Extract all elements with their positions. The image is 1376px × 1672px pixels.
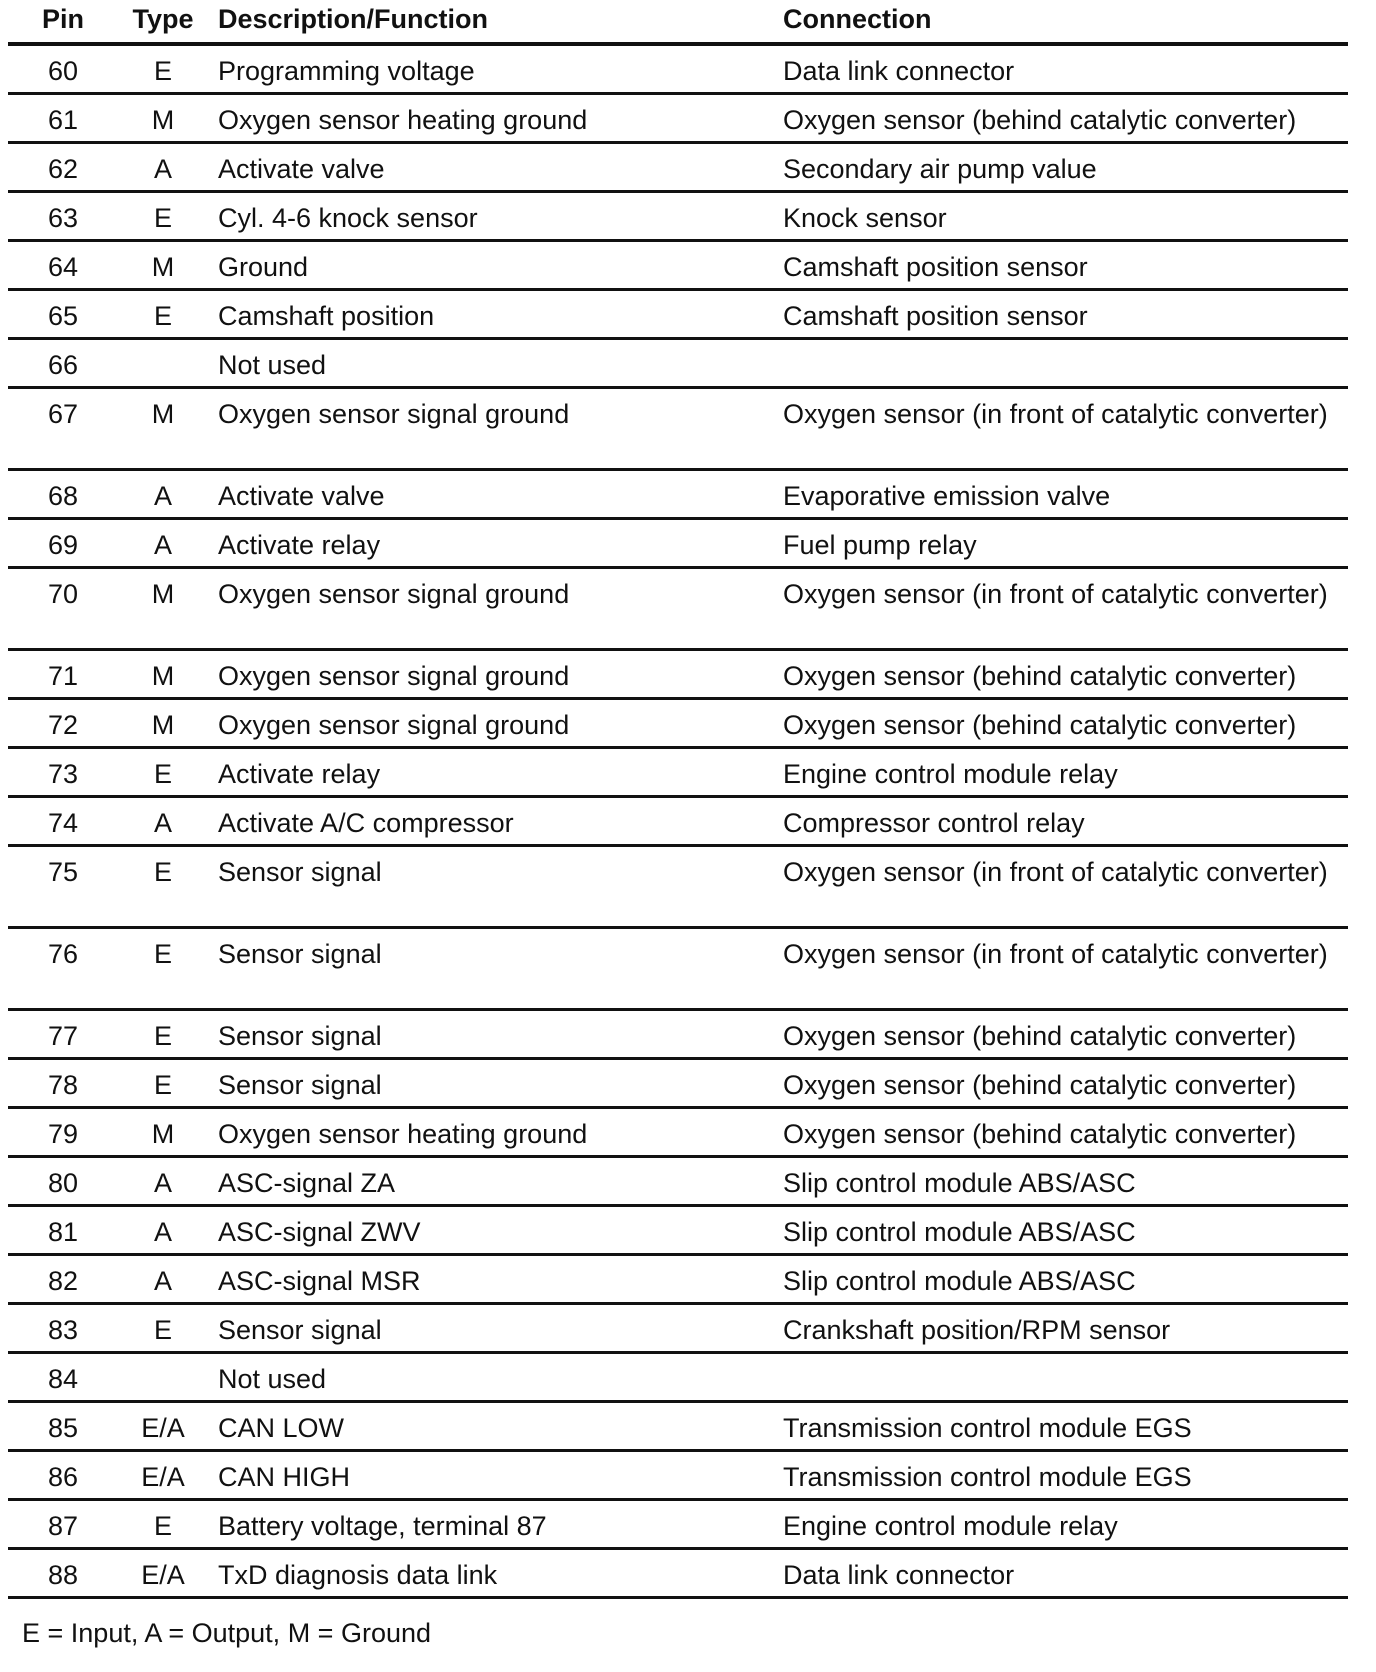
table-row bbox=[8, 46, 1348, 95]
connection-cell: Camshaft position sensor bbox=[783, 301, 1088, 331]
pin-cell: 67 bbox=[47, 399, 79, 429]
description-cell: Activate valve bbox=[218, 154, 385, 184]
pin-cell: 73 bbox=[47, 759, 79, 789]
type-cell: E bbox=[153, 1315, 172, 1345]
pin-cell: 78 bbox=[47, 1070, 79, 1100]
connection-cell: Slip control module ABS/ASC bbox=[783, 1168, 1136, 1198]
type-cell: E bbox=[153, 1021, 172, 1051]
type-cell: M bbox=[151, 710, 175, 740]
connection-cell: Oxygen sensor (in front of catalytic converter) bbox=[783, 939, 1328, 969]
connection-cell: Oxygen sensor (behind catalytic converter) bbox=[783, 105, 1297, 135]
type-cell: A bbox=[153, 481, 172, 511]
table-row bbox=[8, 95, 1348, 144]
connection-cell: Oxygen sensor (behind catalytic converter) bbox=[783, 661, 1297, 691]
connection-cell: Transmission control module EGS bbox=[783, 1462, 1192, 1492]
legend-note: E = Input, A = Output, M = Ground bbox=[22, 1618, 432, 1648]
description-cell: Cyl. 4-6 knock sensor bbox=[218, 203, 478, 233]
connection-cell: Slip control module ABS/ASC bbox=[783, 1266, 1136, 1296]
pin-cell: 74 bbox=[47, 808, 79, 838]
pin-cell: 88 bbox=[47, 1560, 79, 1590]
connection-cell: Oxygen sensor (in front of catalytic converter) bbox=[783, 857, 1328, 887]
connection-cell: Oxygen sensor (behind catalytic converter) bbox=[783, 710, 1297, 740]
table-row bbox=[8, 291, 1348, 340]
type-cell: M bbox=[151, 579, 175, 609]
connection-cell: Camshaft position sensor bbox=[783, 252, 1088, 282]
connection-cell: Transmission control module EGS bbox=[783, 1413, 1192, 1443]
description-cell: Sensor signal bbox=[218, 939, 382, 969]
pin-cell: 66 bbox=[47, 350, 79, 380]
pin-cell: 71 bbox=[47, 661, 79, 691]
connection-cell: Data link connector bbox=[783, 1560, 1015, 1590]
pin-cell: 77 bbox=[47, 1021, 79, 1051]
table-row bbox=[8, 1158, 1348, 1207]
table-row bbox=[8, 1403, 1348, 1452]
description-cell: Activate A/C compressor bbox=[218, 808, 514, 838]
header-pin: Pin bbox=[41, 4, 84, 34]
table-row bbox=[8, 520, 1348, 569]
type-cell: E bbox=[153, 759, 172, 789]
pin-cell: 64 bbox=[47, 252, 79, 282]
pin-cell: 79 bbox=[47, 1119, 79, 1149]
table-row bbox=[8, 1501, 1348, 1550]
description-cell: Activate valve bbox=[218, 481, 385, 511]
pin-cell: 82 bbox=[47, 1266, 79, 1296]
table-row bbox=[8, 471, 1348, 520]
header-type: Type bbox=[132, 4, 194, 34]
description-cell: ASC-signal ZA bbox=[218, 1168, 396, 1198]
table-row bbox=[8, 929, 1348, 1011]
table-row bbox=[8, 1305, 1348, 1354]
pin-cell: 65 bbox=[47, 301, 79, 331]
connection-cell: Data link connector bbox=[783, 56, 1015, 86]
description-cell: CAN LOW bbox=[218, 1413, 345, 1443]
pin-cell: 70 bbox=[47, 579, 79, 609]
connection-cell: Oxygen sensor (in front of catalytic converter) bbox=[783, 399, 1328, 429]
table-row bbox=[8, 749, 1348, 798]
table-row bbox=[8, 193, 1348, 242]
type-cell: E/A bbox=[141, 1413, 185, 1443]
table-row bbox=[8, 242, 1348, 291]
description-cell: Oxygen sensor heating ground bbox=[218, 1119, 588, 1149]
description-cell: Ground bbox=[218, 252, 309, 282]
type-cell: E bbox=[153, 1070, 172, 1100]
table-row bbox=[8, 389, 1348, 471]
connection-cell: Evaporative emission valve bbox=[783, 481, 1111, 511]
type-cell: A bbox=[153, 1266, 172, 1296]
description-cell: Oxygen sensor signal ground bbox=[218, 661, 570, 691]
table-row bbox=[8, 1256, 1348, 1305]
connection-cell: Oxygen sensor (behind catalytic converter) bbox=[783, 1070, 1297, 1100]
table-row bbox=[8, 847, 1348, 929]
description-cell: Not used bbox=[218, 350, 327, 380]
connection-cell: Slip control module ABS/ASC bbox=[783, 1217, 1136, 1247]
table-row bbox=[8, 1550, 1348, 1599]
table-row bbox=[8, 1109, 1348, 1158]
type-cell: E bbox=[153, 56, 172, 86]
pin-cell: 63 bbox=[47, 203, 79, 233]
description-cell: CAN HIGH bbox=[218, 1462, 351, 1492]
type-cell: A bbox=[153, 530, 172, 560]
connection-cell: Oxygen sensor (behind catalytic converter) bbox=[783, 1119, 1297, 1149]
type-cell: E/A bbox=[141, 1560, 185, 1590]
header-description: Description/Function bbox=[218, 4, 488, 34]
type-cell: M bbox=[151, 252, 175, 282]
description-cell: TxD diagnosis data link bbox=[218, 1560, 498, 1590]
table-row bbox=[8, 1452, 1348, 1501]
connection-cell: Oxygen sensor (in front of catalytic converter) bbox=[783, 579, 1328, 609]
type-cell: E bbox=[153, 301, 172, 331]
description-cell: ASC-signal MSR bbox=[218, 1266, 421, 1296]
connection-cell: Secondary air pump value bbox=[783, 154, 1097, 184]
type-cell: E bbox=[153, 1511, 172, 1541]
table-row bbox=[8, 1011, 1348, 1060]
description-cell: Activate relay bbox=[218, 530, 381, 560]
description-cell: Oxygen sensor signal ground bbox=[218, 579, 570, 609]
type-cell: E bbox=[153, 857, 172, 887]
table-row bbox=[8, 1354, 1348, 1403]
pin-cell: 86 bbox=[47, 1462, 79, 1492]
pin-cell: 85 bbox=[47, 1413, 79, 1443]
pin-cell: 81 bbox=[47, 1217, 79, 1247]
description-cell: Sensor signal bbox=[218, 1021, 382, 1051]
pin-cell: 69 bbox=[47, 530, 79, 560]
connection-cell: Compressor control relay bbox=[783, 808, 1085, 838]
table-row bbox=[8, 340, 1348, 389]
description-cell: Programming voltage bbox=[218, 56, 475, 86]
pin-table bbox=[8, 0, 1348, 1599]
table-row bbox=[8, 700, 1348, 749]
header-connection: Connection bbox=[783, 4, 932, 34]
pin-cell: 61 bbox=[47, 105, 79, 135]
connection-cell: Crankshaft position/RPM sensor bbox=[783, 1315, 1171, 1345]
type-cell: M bbox=[151, 661, 175, 691]
type-cell: A bbox=[153, 808, 172, 838]
description-cell: Oxygen sensor heating ground bbox=[218, 105, 588, 135]
type-cell: E/A bbox=[141, 1462, 185, 1492]
description-cell: Oxygen sensor signal ground bbox=[218, 710, 570, 740]
pin-cell: 60 bbox=[47, 56, 79, 86]
pin-cell: 87 bbox=[47, 1511, 79, 1541]
table-header bbox=[8, 0, 1348, 46]
connection-cell: Engine control module relay bbox=[783, 759, 1118, 789]
table-row bbox=[8, 1207, 1348, 1256]
table-row bbox=[8, 798, 1348, 847]
table-row bbox=[8, 651, 1348, 700]
type-cell: M bbox=[151, 105, 175, 135]
table-row bbox=[8, 144, 1348, 193]
type-cell: E bbox=[153, 939, 172, 969]
type-cell: A bbox=[153, 154, 172, 184]
description-cell: Battery voltage, terminal 87 bbox=[218, 1511, 547, 1541]
pin-cell: 75 bbox=[47, 857, 79, 887]
connection-cell: Fuel pump relay bbox=[783, 530, 977, 560]
connection-cell: Engine control module relay bbox=[783, 1511, 1118, 1541]
description-cell: Activate relay bbox=[218, 759, 381, 789]
pin-cell: 80 bbox=[47, 1168, 79, 1198]
type-cell: E bbox=[153, 203, 172, 233]
pin-cell: 83 bbox=[47, 1315, 79, 1345]
table-row bbox=[8, 1060, 1348, 1109]
type-cell: M bbox=[151, 1119, 175, 1149]
description-cell: Oxygen sensor signal ground bbox=[218, 399, 570, 429]
type-cell: A bbox=[153, 1168, 172, 1198]
description-cell: Camshaft position bbox=[218, 301, 435, 331]
description-cell: Sensor signal bbox=[218, 1315, 382, 1345]
connection-cell: Knock sensor bbox=[783, 203, 947, 233]
description-cell: Sensor signal bbox=[218, 1070, 382, 1100]
pin-cell: 76 bbox=[47, 939, 79, 969]
connection-cell: Oxygen sensor (behind catalytic converter) bbox=[783, 1021, 1297, 1051]
pin-cell: 84 bbox=[47, 1364, 79, 1394]
description-cell: Sensor signal bbox=[218, 857, 382, 887]
table-row bbox=[8, 569, 1348, 651]
pin-cell: 72 bbox=[47, 710, 79, 740]
type-cell: A bbox=[153, 1217, 172, 1247]
description-cell: Not used bbox=[218, 1364, 327, 1394]
pin-cell: 68 bbox=[47, 481, 79, 511]
description-cell: ASC-signal ZWV bbox=[218, 1217, 421, 1247]
pin-cell: 62 bbox=[47, 154, 79, 184]
type-cell: M bbox=[151, 399, 175, 429]
